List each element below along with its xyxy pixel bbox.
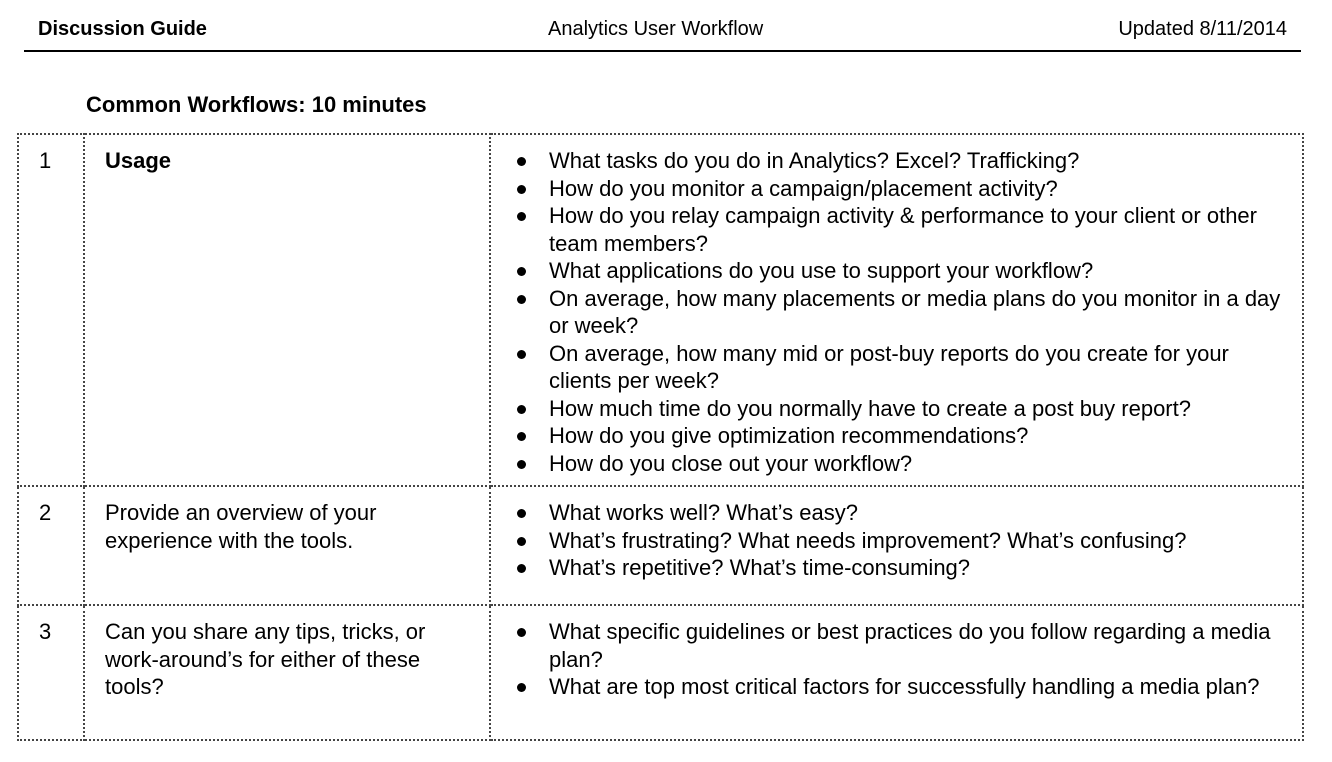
row-topic: Provide an overview of your experience with the tools. bbox=[84, 486, 490, 605]
list-item: How do you relay campaign activity & performance to your client or other team members? bbox=[511, 202, 1292, 257]
document-header bbox=[24, 0, 1301, 52]
list-item: What specific guidelines or best practices do you follow regarding a media plan? bbox=[511, 618, 1292, 673]
row-topic: Usage bbox=[84, 134, 490, 486]
header-subtitle: Analytics User Workflow bbox=[548, 18, 764, 40]
row-number: 2 bbox=[18, 486, 84, 605]
table-row bbox=[18, 605, 1303, 740]
header-updated-date: Updated 8/11/2014 bbox=[1118, 18, 1287, 40]
list-item: What’s repetitive? What’s time-consuming? bbox=[511, 554, 1292, 582]
row-number: 3 bbox=[18, 605, 84, 740]
header-title: Discussion Guide bbox=[38, 18, 207, 40]
list-item: What applications do you use to support your workflow? bbox=[511, 257, 1292, 285]
table-row bbox=[18, 134, 1303, 486]
list-item: On average, how many placements or media plans do you monitor in a day or week? bbox=[511, 285, 1292, 340]
list-item: On average, how many mid or post-buy reports do you create for your clients per week? bbox=[511, 340, 1292, 395]
question-list bbox=[511, 147, 1292, 477]
row-questions bbox=[490, 134, 1303, 486]
section-title: Common Workflows: 10 minutes bbox=[86, 92, 427, 117]
list-item: What works well? What’s easy? bbox=[511, 499, 1292, 527]
row-topic: Can you share any tips, tricks, or work-around’s for either of these tools? bbox=[84, 605, 490, 740]
list-item: How do you monitor a campaign/placement activity? bbox=[511, 175, 1292, 203]
list-item: What are top most critical factors for successfully handling a media plan? bbox=[511, 673, 1292, 701]
row-questions bbox=[490, 486, 1303, 605]
list-item: How do you give optimization recommendations? bbox=[511, 422, 1292, 450]
question-list bbox=[511, 499, 1292, 582]
list-item: What’s frustrating? What needs improvement? What’s confusing? bbox=[511, 527, 1292, 555]
list-item: How much time do you normally have to create a post buy report? bbox=[511, 395, 1292, 423]
list-item: What tasks do you do in Analytics? Excel? Trafficking? bbox=[511, 147, 1292, 175]
question-list bbox=[511, 618, 1292, 701]
list-item: How do you close out your workflow? bbox=[511, 450, 1292, 478]
row-number: 1 bbox=[18, 134, 84, 486]
workflow-table bbox=[17, 133, 1304, 741]
row-questions bbox=[490, 605, 1303, 740]
table-row bbox=[18, 486, 1303, 605]
